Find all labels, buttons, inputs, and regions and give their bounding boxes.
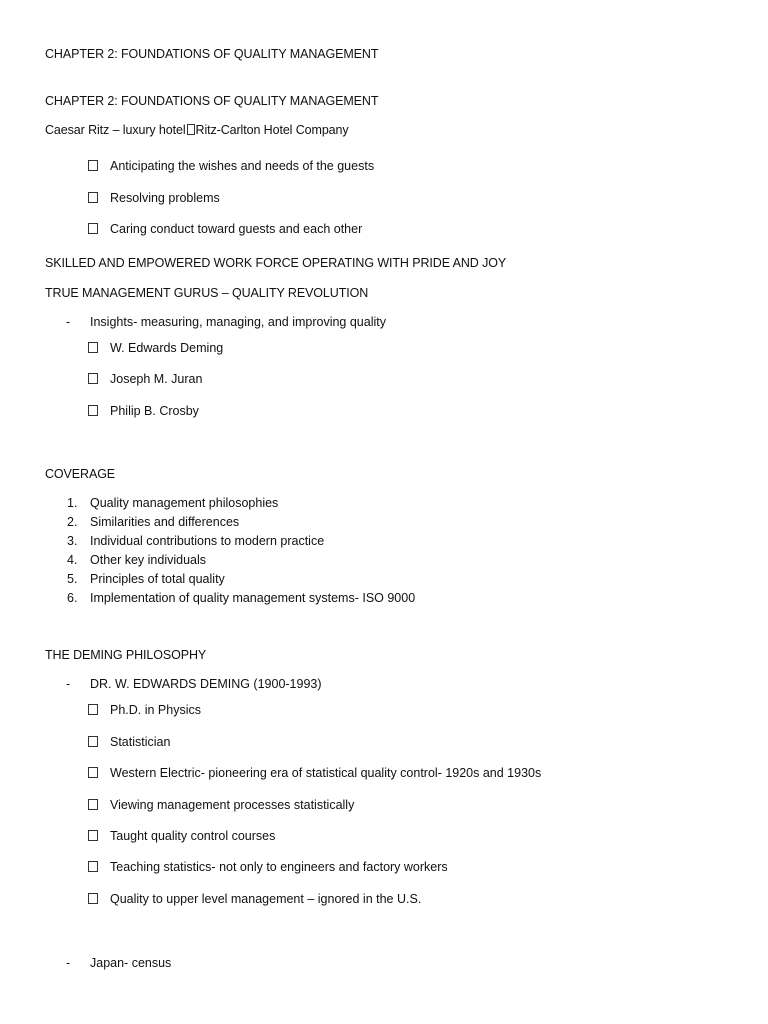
numbered-item: 3. Individual contributions to modern practice: [67, 534, 325, 548]
gurus-heading: TRUE MANAGEMENT GURUS – QUALITY REVOLUTION: [45, 286, 369, 300]
chapter-title: CHAPTER 2: FOUNDATIONS OF QUALITY MANAGEMENT: [45, 94, 379, 108]
deming-subheading: DR. W. EDWARDS DEMING (1900-1993): [90, 677, 322, 691]
ritz-line: [45, 122, 349, 138]
arrow-icon: [187, 124, 195, 135]
bullet-icon: [88, 192, 98, 203]
dash-item: - Japan- census: [66, 956, 172, 970]
ritz-left-text: Caesar Ritz – luxury hotel: [45, 123, 186, 137]
bullet-icon: [88, 160, 98, 171]
bullet-icon: [88, 405, 98, 416]
bullet-icon: [88, 861, 98, 872]
japan-text: Japan- census: [90, 956, 172, 970]
list-item: Ph.D. in Physics: [88, 702, 201, 718]
bullet-icon: [88, 799, 98, 810]
list-item: Viewing management processes statistically: [88, 797, 354, 813]
bullet-icon: [88, 373, 98, 384]
bullet-icon: [88, 767, 98, 778]
list-item: Quality to upper level management – ignored in the U.S.: [88, 891, 421, 907]
list-item: W. Edwards Deming: [88, 340, 223, 356]
bullet-icon: [88, 893, 98, 904]
list-item: Teaching statistics- not only to engineers and factory workers: [88, 859, 448, 875]
ritz-right-text: Ritz-Carlton Hotel Company: [195, 123, 349, 137]
list-item: Resolving problems: [88, 190, 220, 206]
coverage-heading: COVERAGE: [45, 467, 116, 481]
list-item: Caring conduct toward guests and each other: [88, 221, 362, 237]
numbered-item: 6. Implementation of quality management systems- ISO 9000: [67, 591, 416, 605]
list-item: Joseph M. Juran: [88, 371, 202, 387]
bullet-icon: [88, 223, 98, 234]
numbered-item: 4. Other key individuals: [67, 553, 207, 567]
numbered-item: 1. Quality management philosophies: [67, 496, 279, 510]
dash-item: - DR. W. EDWARDS DEMING (1900-1993): [66, 677, 322, 691]
numbered-item: 2. Similarities and differences: [67, 515, 240, 529]
list-item: Anticipating the wishes and needs of the guests: [88, 158, 374, 174]
list-item: Philip B. Crosby: [88, 403, 199, 419]
numbered-item: 5. Principles of total quality: [67, 572, 225, 586]
bullet-icon: [88, 704, 98, 715]
list-item: Taught quality control courses: [88, 828, 275, 844]
list-item: Statistician: [88, 734, 170, 750]
dash-item: - Insights- measuring, managing, and improving quality: [66, 315, 386, 329]
page-header: CHAPTER 2: FOUNDATIONS OF QUALITY MANAGEMENT: [45, 47, 379, 61]
insights-text: Insights- measuring, managing, and improving quality: [90, 315, 386, 329]
deming-heading: THE DEMING PHILOSOPHY: [45, 648, 207, 662]
workforce-heading: SKILLED AND EMPOWERED WORK FORCE OPERATING WITH PRIDE AND JOY: [45, 256, 507, 270]
bullet-icon: [88, 830, 98, 841]
bullet-icon: [88, 342, 98, 353]
list-item: Western Electric- pioneering era of statistical quality control- 1920s and 1930s: [88, 765, 541, 781]
bullet-icon: [88, 736, 98, 747]
